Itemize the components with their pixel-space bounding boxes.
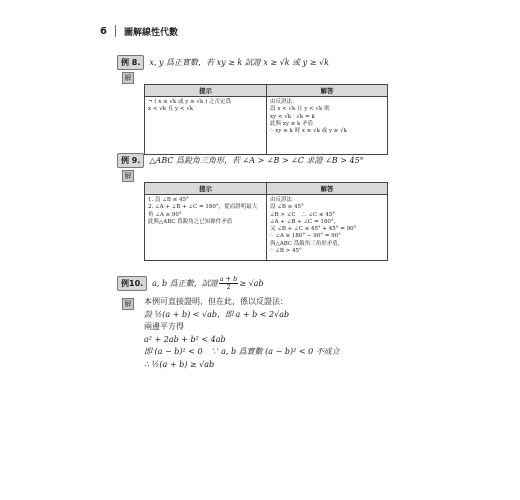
example-9-tag: 例 9. [117, 153, 144, 168]
answer-line: 此與 xy ≥ k 矛盾 [270, 120, 314, 127]
example-9-hint-cell [145, 195, 267, 261]
answer-line: 設 x < √k 且 y < √k 則 [270, 106, 330, 113]
example-9-statement [117, 153, 364, 168]
answer-line: ∴ ∠A ≥ 180° − 90° = 90° [270, 233, 341, 240]
answer-line: 又 ∠B + ∠C ≤ 45° + 45° = 90° [270, 226, 357, 233]
answer-line: xy < √k · √k = k [270, 113, 315, 120]
hint-line: x < √k 且 y < √k [148, 106, 194, 113]
answer-line: 由反證法 [270, 197, 293, 203]
example-8-hint-header: 提示 [145, 85, 267, 97]
hint-line: 此與△ABC 爲銳角之已知條件矛盾 [148, 218, 233, 225]
hint-line: 1. 設 ∠B ≤ 45° [148, 197, 189, 203]
answer-line: ∴ xy ≥ k 時 x ≥ √k 或 y ≥ √k [270, 128, 347, 135]
hint-line: ¬ ( x ≥ √k 或 y ≥ √k ) 之否定爲 [148, 99, 231, 105]
answer-line: 設 ∠B ≤ 45° [270, 204, 304, 211]
example-8-table [144, 84, 388, 155]
header-divider [115, 25, 116, 37]
example-10-fraction [219, 276, 239, 291]
example-8-text: x, y 爲正實數，若 xy ≥ k 試證 x ≥ √k 或 y ≥ √k [149, 58, 329, 67]
example-8-statement [117, 55, 329, 70]
example-9-answer-cell [267, 195, 388, 261]
book-title: 圖解線性代數 [123, 27, 178, 38]
answer-line: ∠B > ∠C ∴ ∠C ≤ 45° [270, 211, 335, 218]
example-9-text: △ABC 爲銳角三角形，若 ∠A > ∠B > ∠C 求證 ∠B > 45° [149, 156, 364, 165]
example-9-answer-tag: 解 [122, 170, 134, 182]
example-9-hint-header: 提示 [145, 183, 267, 195]
example-9-answer-header: 解答 [267, 183, 388, 195]
answer-line: ∴ ∠B > 45° [270, 248, 302, 255]
solution-line: 本例可直接證明，但在此，係以反證法： [144, 297, 288, 306]
solution-line: a² + 2ab + b² < 4ab [144, 334, 226, 344]
solution-line: 即 (a − b)² < 0 ∵ a, b 爲實數 (a − b)² < 0 不成立 [144, 347, 340, 356]
solution-line: 兩邊平方得 [144, 322, 184, 331]
example-10-solution [144, 296, 340, 371]
example-8-answer-tag: 解 [122, 72, 134, 84]
hint-line: 2. ∠A + ∠B + ∠C = 180°，從而證明最大 [148, 204, 258, 211]
fraction-denominator: 2 [226, 283, 231, 291]
solution-line: 設 ½(a + b) < √ab，即 a + b < 2√ab [144, 309, 290, 319]
answer-line: 由反證法： [270, 99, 298, 105]
example-10-tag: 例10. [117, 276, 147, 291]
hint-line: 角 ∠A ≥ 90° [148, 211, 182, 218]
example-8-answer-header: 解答 [267, 85, 388, 97]
page-header [100, 24, 178, 38]
example-10-answer-tag: 解 [122, 298, 134, 310]
example-9-table [144, 182, 388, 261]
example-10-statement [117, 276, 264, 291]
example-8-answer-cell [267, 97, 388, 155]
example-10-text-suffix: ≥ √ab [239, 279, 264, 288]
example-10-text-prefix: a, b 爲正數，試證 [152, 279, 218, 288]
fraction-numerator: a + b [219, 275, 238, 283]
answer-line: 與△ABC 爲銳角三角形矛盾， [270, 240, 344, 247]
answer-line: ∠A + ∠B + ∠C = 180°， [270, 218, 340, 225]
solution-line: ∴ ½(a + b) ≥ √ab [144, 359, 215, 369]
example-8-hint-cell [145, 97, 267, 155]
example-8-tag: 例 8. [117, 55, 144, 70]
page-number: 6 [100, 25, 107, 37]
